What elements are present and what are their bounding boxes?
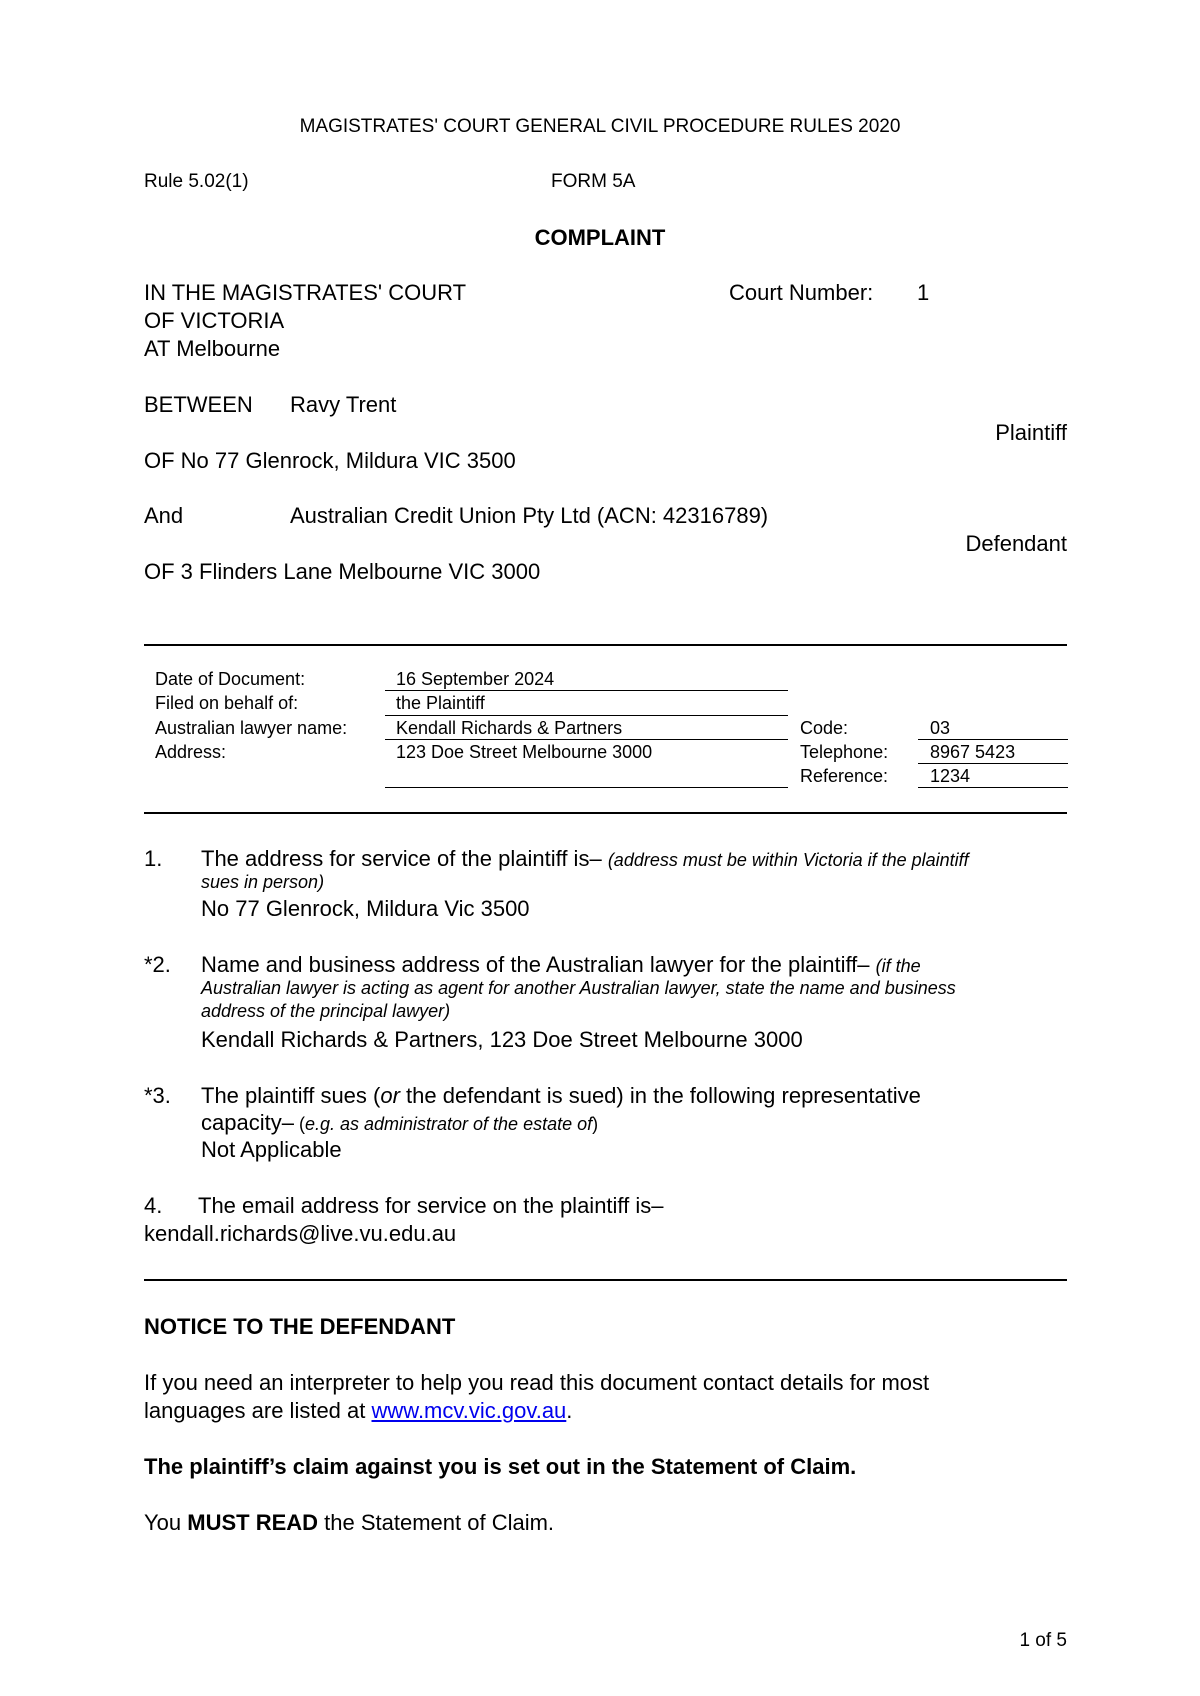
- item-3-paren-open: (: [293, 1114, 305, 1134]
- and-label: And: [144, 503, 184, 528]
- rules-title: MAGISTRATES' COURT GENERAL CIVIL PROCEDURE RULES 2020: [299, 116, 901, 137]
- divider-bottom: [144, 1279, 1067, 1281]
- plaintiff-name: Ravy Trent: [290, 392, 397, 417]
- form-number: FORM 5A: [551, 171, 636, 192]
- item-3-paren-close: ): [592, 1114, 599, 1134]
- item-3-text-a: The plaintiff sues (: [201, 1083, 381, 1108]
- court-number-value: 1: [917, 280, 930, 305]
- date-value: 16 September 2024: [396, 669, 555, 689]
- item-1-number: 1.: [144, 846, 163, 871]
- item-1-value: No 77 Glenrock, Mildura Vic 3500: [201, 896, 530, 921]
- reference-value: 1234: [930, 766, 971, 786]
- telephone-underline: [918, 763, 1068, 764]
- address-underline: [385, 787, 788, 788]
- rule-reference: Rule 5.02(1): [144, 171, 249, 192]
- item-2-note-3: address of the principal lawyer): [201, 1001, 451, 1021]
- reference-label: Reference:: [800, 766, 889, 786]
- item-1-text: [201, 846, 969, 872]
- court-number-label: Court Number:: [729, 280, 874, 305]
- item-3-line-2: [201, 1110, 598, 1136]
- defendant-address: OF 3 Flinders Lane Melbourne VIC 3000: [144, 559, 541, 584]
- interpreter-period: .: [566, 1398, 573, 1423]
- filed-value: the Plaintiff: [396, 693, 485, 713]
- date-underline: [385, 690, 788, 691]
- court-line-1: IN THE MAGISTRATES' COURT: [144, 280, 467, 305]
- item-3-text-b: the defendant is sued) in the following representative: [399, 1083, 921, 1108]
- item-3-note: as administrator of the estate of: [334, 1114, 593, 1134]
- page-number: 1 of 5: [1019, 1630, 1067, 1651]
- item-1-note-2: sues in person): [201, 872, 325, 892]
- interpreter-text-2: [144, 1398, 572, 1424]
- interpreter-text: If you need an interpreter to help you read this document contact details for most: [144, 1370, 930, 1395]
- date-label: Date of Document:: [155, 669, 306, 689]
- item-2-text: [201, 952, 921, 978]
- court-line-2: OF VICTORIA: [144, 308, 285, 333]
- plaintiff-role: Plaintiff: [995, 420, 1067, 445]
- item-4-text: The email address for service on the plaintiff is–: [198, 1193, 664, 1218]
- address-label: Address:: [155, 742, 227, 762]
- item-4-value: kendall.richards@live.vu.edu.au: [144, 1221, 457, 1246]
- must-read-pre: You: [144, 1510, 188, 1535]
- address-value: 123 Doe Street Melbourne 3000: [396, 742, 653, 762]
- reference-underline: [918, 787, 1068, 788]
- notice-heading: NOTICE TO THE DEFENDANT: [144, 1314, 456, 1339]
- filed-label: Filed on behalf of:: [155, 693, 299, 713]
- defendant-role: Defendant: [965, 531, 1067, 556]
- item-2-label: Name and business address of the Australian lawyer for the plaintiff–: [201, 952, 870, 977]
- filed-underline: [385, 715, 788, 716]
- code-label: Code:: [800, 718, 849, 738]
- claim-text: The plaintiff’s claim against you is set out in the Statement of Claim.: [144, 1454, 857, 1479]
- must-read-bold: MUST READ: [187, 1510, 319, 1535]
- must-read-post: the Statement of Claim.: [318, 1510, 555, 1535]
- lawyer-underline: [385, 739, 788, 740]
- document-title: COMPLAINT: [534, 225, 666, 250]
- telephone-label: Telephone:: [800, 742, 889, 762]
- item-4-number: 4.: [144, 1193, 163, 1218]
- between-label: BETWEEN: [144, 392, 253, 417]
- mcv-website-link[interactable]: www.mcv.vic.gov.au: [371, 1398, 567, 1423]
- item-3-value: Not Applicable: [201, 1137, 342, 1162]
- defendant-name: Australian Credit Union Pty Ltd (ACN: 42316789): [290, 503, 769, 528]
- lawyer-value: Kendall Richards & Partners: [396, 718, 623, 738]
- code-value: 03: [930, 718, 951, 738]
- item-3-capacity: capacity–: [201, 1110, 294, 1135]
- item-3-number: *3.: [144, 1083, 171, 1108]
- interpreter-lead: languages are listed at: [144, 1398, 372, 1423]
- must-read-text: [144, 1510, 554, 1536]
- court-line-3: AT Melbourne: [144, 336, 281, 361]
- item-1-note: (address must be within Victoria if the plaintiff: [607, 850, 969, 870]
- lawyer-label: Australian lawyer name:: [155, 718, 348, 738]
- item-2-number: *2.: [144, 952, 171, 977]
- code-underline: [918, 739, 1068, 740]
- telephone-value: 8967 5423: [930, 742, 1016, 762]
- item-2-note: (if the: [875, 956, 921, 976]
- plaintiff-address: OF No 77 Glenrock, Mildura VIC 3500: [144, 448, 516, 473]
- item-3-or: or: [380, 1083, 400, 1108]
- item-1-label: The address for service of the plaintiff is–: [201, 846, 602, 871]
- item-3-eg: e.g.: [304, 1114, 335, 1134]
- item-2-note-2: Australian lawyer is acting as agent for another Australian lawyer, state the name and business: [201, 978, 956, 998]
- item-3-text: [201, 1083, 921, 1109]
- divider-middle: [144, 812, 1067, 814]
- item-2-value: Kendall Richards & Partners, 123 Doe Street Melbourne 3000: [201, 1027, 803, 1052]
- divider-top: [144, 644, 1067, 646]
